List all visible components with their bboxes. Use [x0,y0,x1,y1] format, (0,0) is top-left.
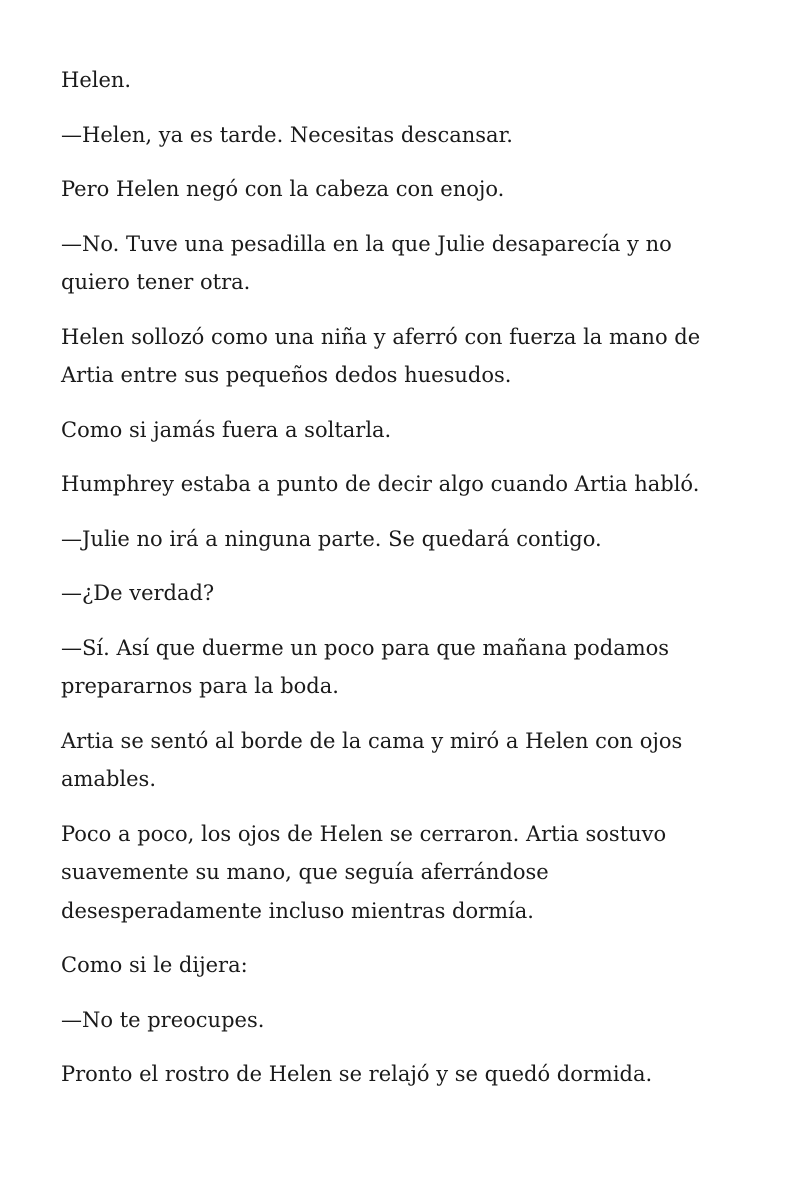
paragraph-4: —No. Tuve una pesadilla en la que Julie desaparecía y no quiero tener otra. [61,231,672,294]
paragraph-11: Artia se sentó al borde de la cama y miró a Helen con ojos amables. [61,728,683,791]
paragraph-14: —No te preocupes. [61,1007,265,1032]
paragraph-13: Como si le dijera: [61,953,248,977]
paragraph-9: —¿De verdad? [61,581,215,605]
paragraph-7: Humphrey estaba a punto de decir algo cuando Artia habló. [61,472,700,496]
paragraph-2: —Helen, ya es tarde. Necesitas descansar. [61,122,513,147]
paragraph-3: Pero Helen negó con la cabeza con enojo. [61,177,505,201]
paragraph-6: Como si jamás fuera a soltarla. [61,417,392,442]
paragraph-15: Pronto el rostro de Helen se relajó y se quedó dormida. [61,1062,653,1086]
paragraph-1: Helen. [61,68,132,92]
paragraph-8: —Julie no irá a ninguna parte. Se quedará contigo. [61,526,602,551]
paragraph-10: —Sí. Así que duerme un poco para que mañana podamos prepararnos para la boda. [61,635,670,698]
paragraph-12: Poco a poco, los ojos de Helen se cerraron. Artia sostuvo suavemente su mano, que seguía aferrándose desesperadamente incluso mientras dormía. [61,821,667,923]
paragraph-5: Helen sollozó como una niña y aferró con fuerza la mano de Artia entre sus pequeños dedos huesudos. [61,324,701,387]
